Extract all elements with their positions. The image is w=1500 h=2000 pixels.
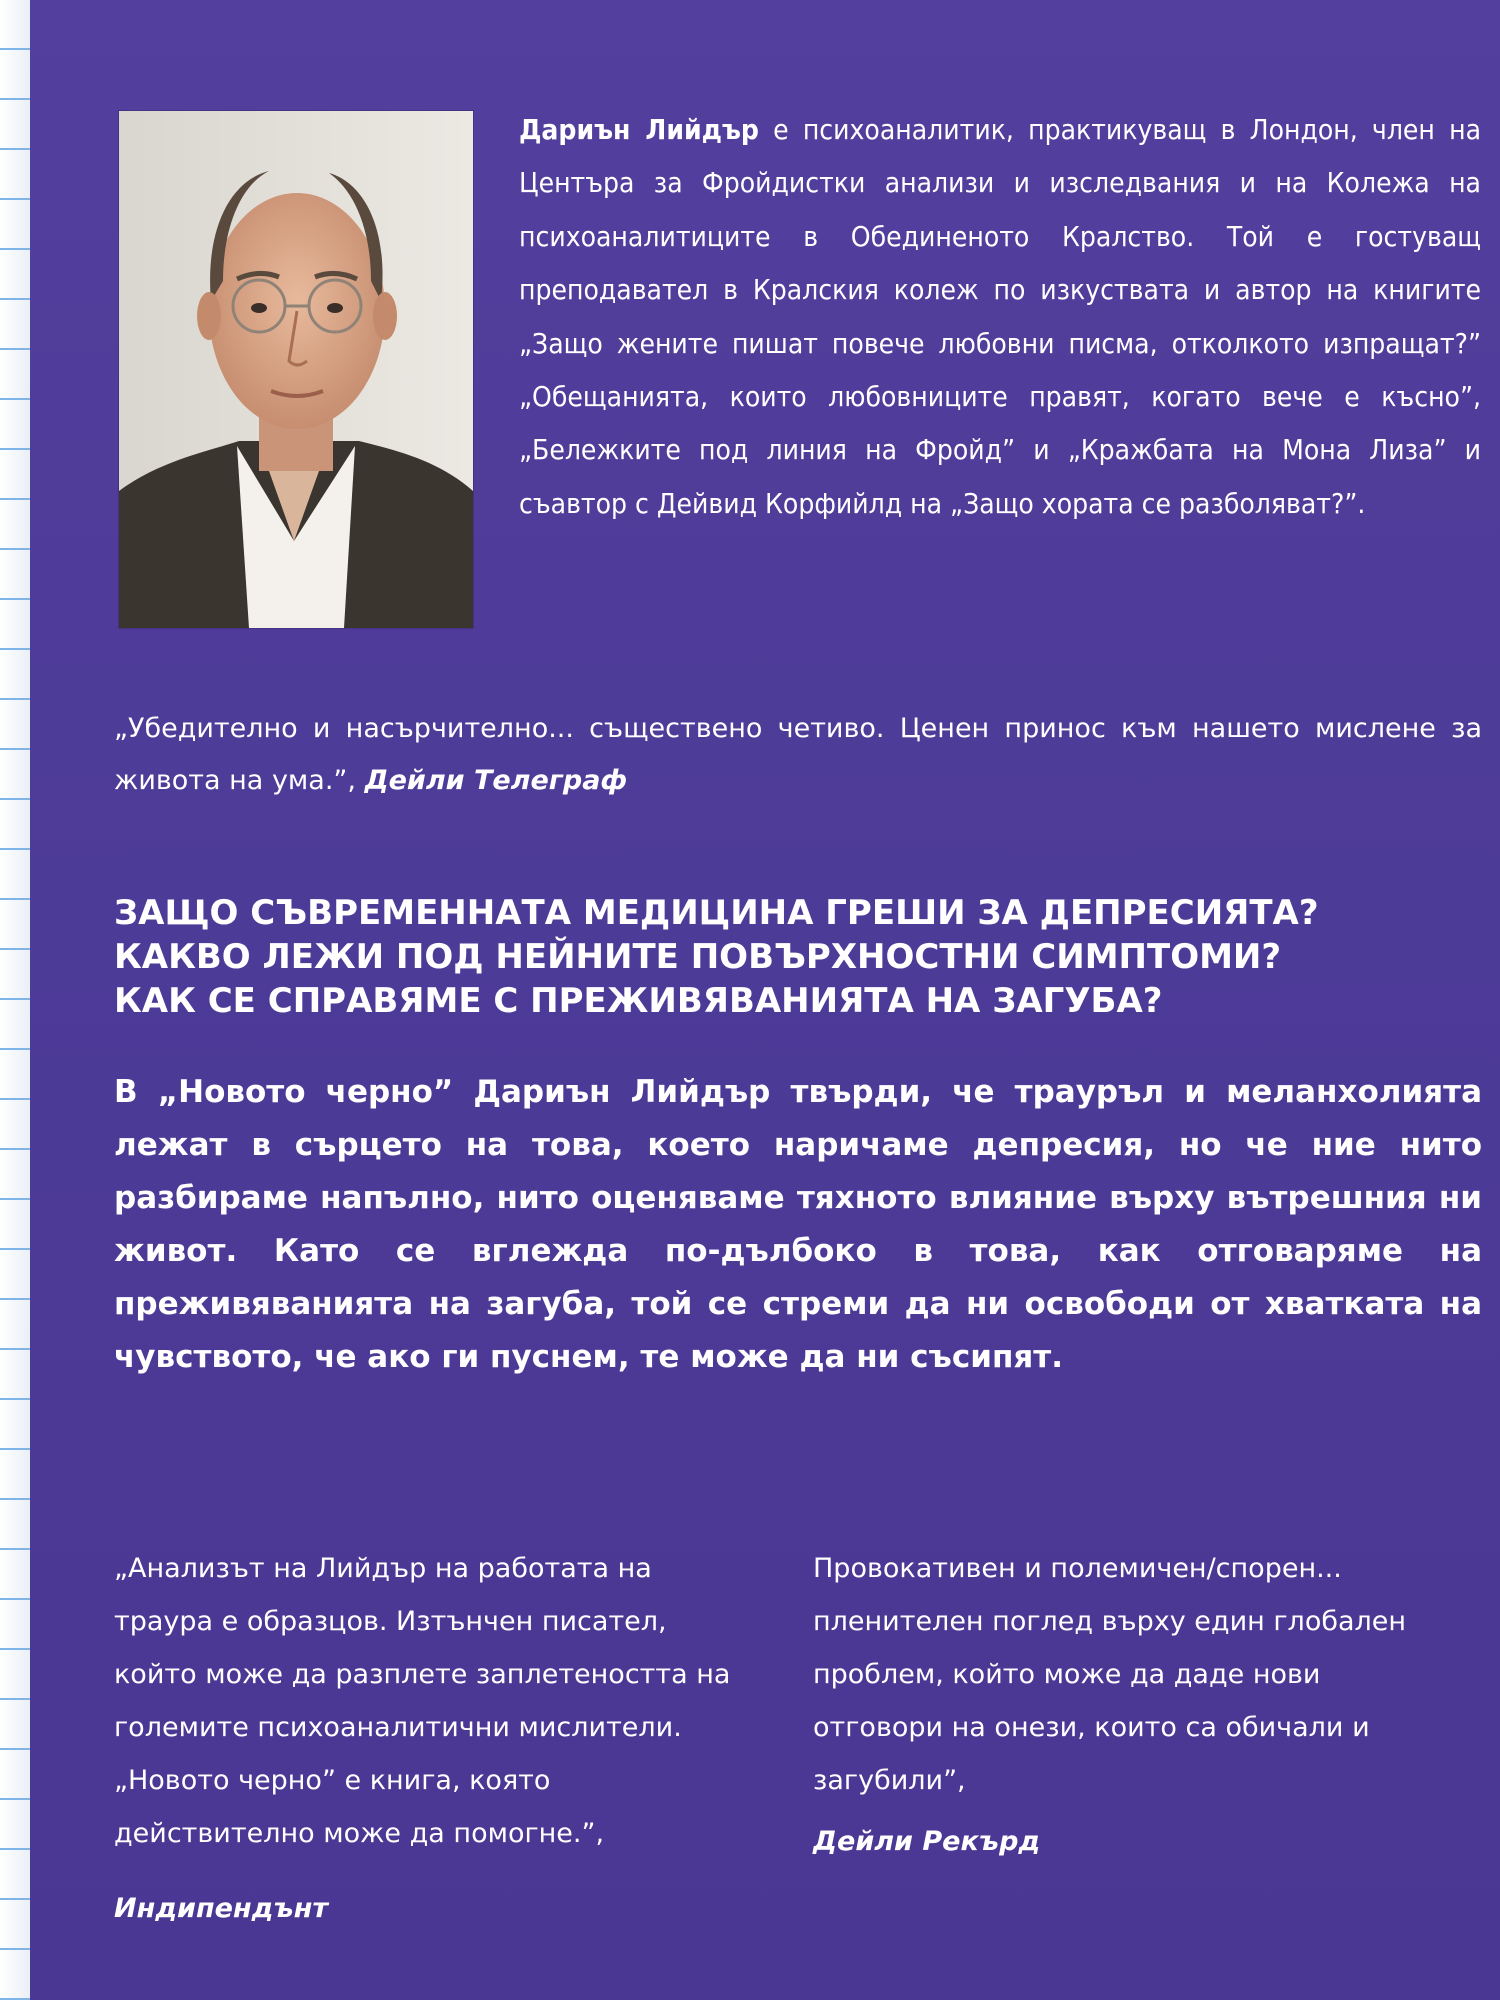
top-review-quote <box>114 703 1482 807</box>
review-daily-record <box>813 1542 1453 1868</box>
book-back-cover <box>30 0 1500 2000</box>
headline-question: ЗАЩО СЪВРЕМЕННАТА МЕДИЦИНА ГРЕШИ ЗА ДЕПРЕСИЯТА? <box>114 893 1319 933</box>
review-source: Дейли Рекърд <box>813 1826 1041 1857</box>
headline-question: КАК СЕ СПРАВЯМЕ С ПРЕЖИВЯВАНИЯТА НА ЗАГУБА? <box>114 981 1163 1021</box>
headline-questions <box>114 891 1494 1023</box>
author-biography-text: е психоаналитик, практикуващ в Лондон, член на Центъра за Фройдистки анализи и изследвания и на Колежа на психоаналитиците в Обединеното Кралство. Той е гостуващ преподавател в Кралския колеж по изкуствата и автор на книгите „Защо жените пишат повече любовни писма, отколкото изпращат?” „Обещанията, които любовниците правят, когато вече е късно”, „Бележките под линия на Фройд” и „Кражбата на Мона Лиза” и съавтор с Дейвид Корфийлд на „Защо хората се разболяват?”. <box>519 113 1482 520</box>
review-text: Провокативен и полемичен/спорен... пленителен поглед върху един глобален проблем, който може да даде нови отговори на онези, които са обичали и загубили”, <box>813 1553 1407 1796</box>
notebook-paper-edge <box>0 0 34 2000</box>
review-independent <box>114 1542 744 1935</box>
headline-question: КАКВО ЛЕЖИ ПОД НЕЙНИТЕ ПОВЪРХНОСТНИ СИМПТОМИ? <box>114 937 1282 977</box>
author-portrait-image <box>119 111 473 628</box>
top-review-text: „Убедително и насърчително... съществено четиво. Ценен принос към нашето мислене за живота на ума.”, <box>114 713 1482 796</box>
author-photo <box>119 111 473 628</box>
top-review-source: Дейли Телеграф <box>364 765 628 796</box>
author-name: Дариън Лийдър <box>519 113 759 146</box>
review-source: Индипендънт <box>114 1893 328 1924</box>
author-biography <box>519 103 1481 530</box>
review-text: „Анализът на Лийдър на работата на траура е образцов. Изтънчен писател, който може да разплете заплетеността на големите психоаналитични мислители. „Новото черно” е книга, която действително може да помогне.”, <box>114 1553 731 1849</box>
book-summary: В „Новото черно” Дариън Лийдър твърди, че трауръл и меланхолията лежат в сърцето на това, което наричаме депресия, но че ние нито разбираме напълно, нито оценяваме тяхното влияние върху вътрешния ни живот. Като се вглежда по-дълбоко в това, как отговаряме на преживяванията на загуба, той се стреми да ни освободи от хватката на чувството, че ако ги пуснем, те може да ни съсипят. <box>114 1074 1482 1375</box>
